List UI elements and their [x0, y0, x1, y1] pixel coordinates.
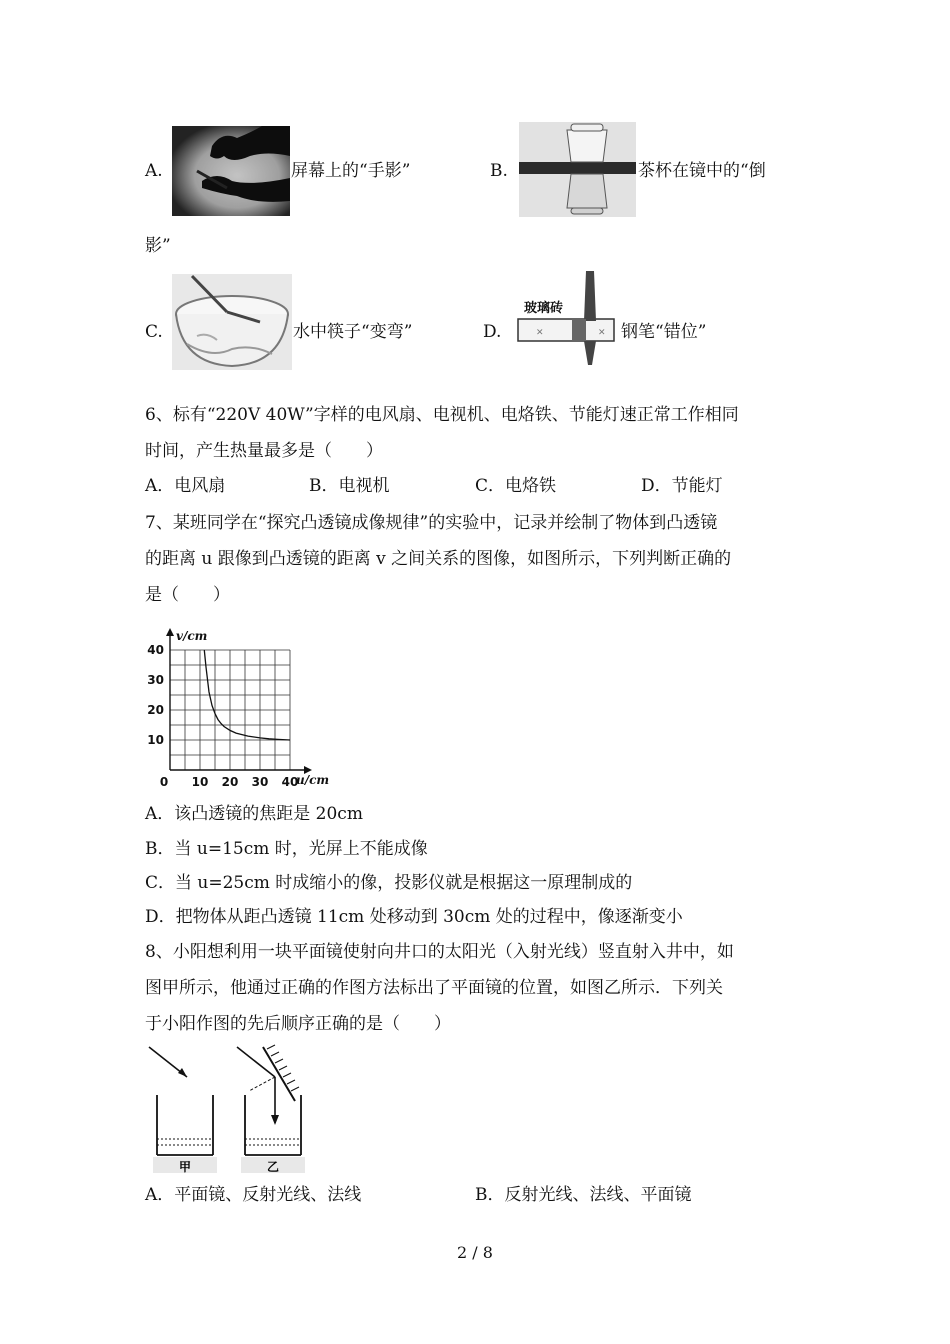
- label-jia: 甲: [178, 1160, 192, 1173]
- y-axis-label: v/cm: [176, 629, 208, 643]
- q7-option-a: A．该凸透镜的焦距是 20cm: [145, 804, 363, 824]
- q6-stem-line1: 6、标有“220V 40W”字样的电风扇、电视机、电烙铁、节能灯速正常工作相同: [145, 405, 739, 425]
- svg-text:✕: ✕: [536, 328, 544, 338]
- q6-option-d: D．节能灯: [641, 476, 723, 496]
- q5-option-b-text: 茶杯在镜中的“倒: [638, 161, 766, 181]
- well-mirror-diagram: [145, 1043, 315, 1173]
- q5-option-d-label: D.: [483, 322, 502, 342]
- y-axis-arrow: [166, 628, 174, 636]
- q7-option-b: B．当 u=15cm 时，光屏上不能成像: [145, 839, 428, 859]
- q5-option-b-label: B.: [490, 161, 508, 181]
- q8-stem-line1: 8、小阳想利用一块平面镜使射向井口的太阳光（入射光线）竖直射入井中，如: [145, 942, 734, 962]
- y-tick-label: 40: [147, 643, 164, 657]
- y-tick-label: 20: [147, 703, 164, 717]
- q8-option-b: B．反射光线、法线、平面镜: [475, 1185, 692, 1205]
- page-number: 2 / 8: [457, 1243, 493, 1262]
- q5-option-a-label: A.: [145, 161, 163, 181]
- y-tick-label: 10: [147, 733, 164, 747]
- q7-stem-line3: 是（ ）: [145, 585, 230, 605]
- chopsticks-in-water-image: [172, 274, 292, 370]
- q7-option-c: C．当 u=25cm 时成缩小的像，投影仪就是根据这一原理制成的: [145, 873, 633, 893]
- q5-option-c-text: 水中筷子“变弯”: [293, 322, 413, 342]
- incident-ray-yi: [237, 1047, 275, 1077]
- x-tick-label: 30: [251, 775, 269, 789]
- q5-option-b-text-continued: 影”: [145, 236, 171, 256]
- teacup-reflection-image: [519, 122, 636, 217]
- q8-stem-line3: 于小阳作图的先后顺序正确的是（ ）: [145, 1014, 451, 1034]
- plane-mirror: [263, 1047, 295, 1101]
- q8-stem-line2: 图甲所示，他通过正确的作图方法标出了平面镜的位置，如图乙所示．下列关: [145, 978, 723, 998]
- q6-option-b: B．电视机: [309, 476, 390, 496]
- q6-option-c: C．电烙铁: [475, 476, 557, 496]
- q6-stem-line2: 时间，产生热量最多是（ ）: [145, 441, 383, 461]
- q6-option-a: A．电风扇: [145, 476, 226, 496]
- x-tick-label: 0: [159, 775, 169, 789]
- y-tick-label: 30: [147, 673, 164, 687]
- glass-brick-caption: 玻璃砖: [524, 301, 564, 316]
- x-tick-label: 40: [281, 775, 299, 789]
- q5-option-c-label: C.: [145, 322, 163, 342]
- q8-option-a: A．平面镜、反射光线、法线: [145, 1185, 362, 1205]
- label-yi: 乙: [266, 1160, 280, 1173]
- q7-stem-line1: 7、某班同学在“探究凸透镜成像规律”的实验中，记录并绘制了物体到凸透镜: [145, 513, 718, 533]
- uv-graph: [140, 615, 340, 790]
- hand-shadow-image: [172, 126, 290, 216]
- q7-stem-line2: 的距离 u 跟像到凸透镜的距离 v 之间关系的图像，如图所示，下列判断正确的: [145, 549, 732, 569]
- svg-text:✕: ✕: [598, 328, 606, 338]
- x-tick-label: 20: [221, 775, 239, 789]
- q7-option-d: D．把物体从距凸透镜 11cm 处移动到 30cm 处的过程中，像逐渐变小: [145, 907, 683, 927]
- x-axis-label: u/cm: [296, 773, 330, 787]
- x-tick-label: 10: [191, 775, 209, 789]
- q5-option-d-text: 钢笔“错位”: [621, 322, 707, 342]
- glass-brick-pen-image: [514, 269, 620, 369]
- q5-option-a-text: 屏幕上的“手影”: [291, 161, 411, 181]
- normal-line: [249, 1077, 275, 1091]
